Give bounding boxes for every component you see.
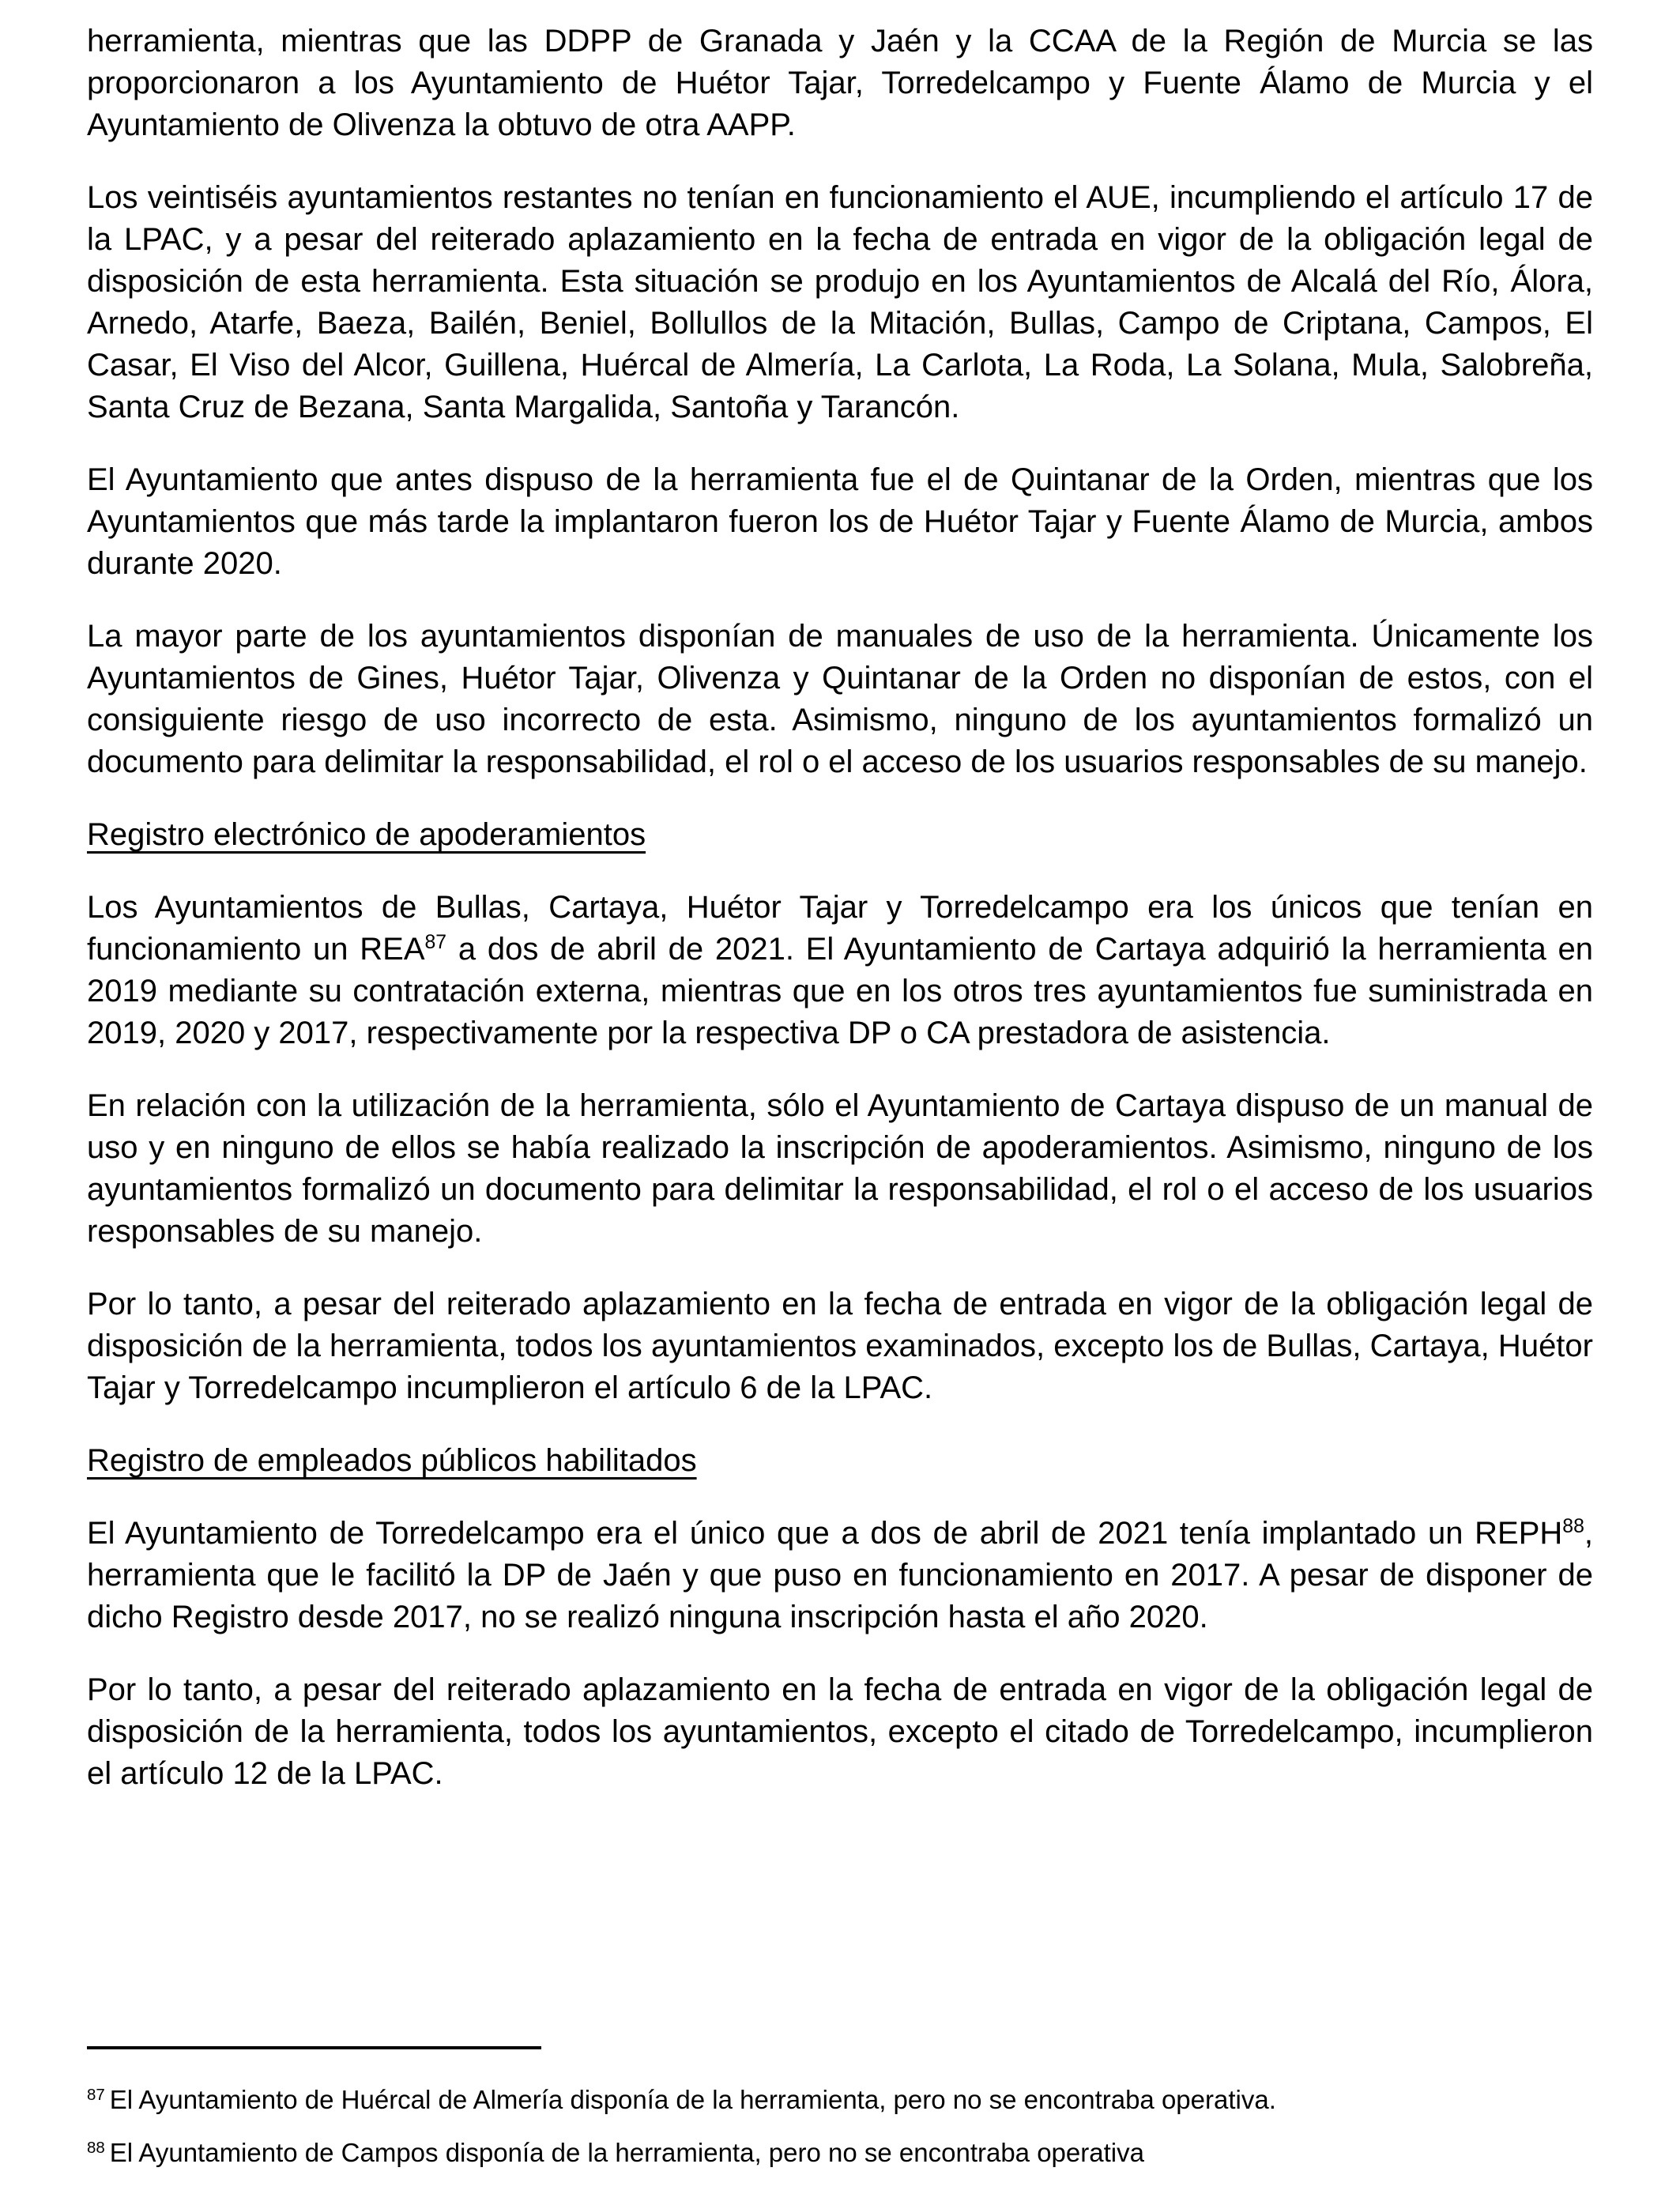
footnotes-section: [87, 2046, 1593, 2190]
footnote-88: [87, 2137, 1593, 2169]
paragraph-text: Los Ayuntamientos de Bullas, Cartaya, Huétor Tajar y Torredelcampo era los únicos que tenían en funcionamiento un REA: [87, 890, 1593, 967]
footnote-87-text: El Ayuntamiento de Huércal de Almería disponía de la herramienta, pero no se encontraba operativa.: [109, 2085, 1276, 2114]
paragraph-incumplimiento-articulo-6: Por lo tanto, a pesar del reiterado aplazamiento en la fecha de entrada en vigor de la obligación legal de disposición de la herramienta, todos los ayuntamientos examinados, excepto los de Bullas, Cartaya, Huétor Tajar y Torredelcampo incumplieron el artículo 6 de la LPAC.: [87, 1287, 1593, 1405]
paragraph-utilizacion-herramienta: En relación con la utilización de la herramienta, sólo el Ayuntamiento de Cartaya dispuso de un manual de uso y en ninguno de ellos se había realizado la inscripción de apoderamientos. Asimismo, ninguno de los ayuntamientos formalizó un documento para delimitar la responsabilidad, el rol o el acceso de los usuarios responsables de su manejo.: [87, 1088, 1593, 1249]
footnote-separator-rule: [87, 2046, 541, 2049]
paragraph-text: , herramienta que le facilitó la DP de Jaén y que puso en funcionamiento en 2017. A pesar de disponer de dicho Registro desde 2017, no se realizó ninguna inscripción hasta el año 2020.: [87, 1516, 1593, 1634]
footnote-88-text: El Ayuntamiento de Campos disponía de la herramienta, pero no se encontraba operativa: [109, 2138, 1144, 2167]
document-body: [87, 21, 1593, 1826]
paragraph-incumplimiento-articulo-12: Por lo tanto, a pesar del reiterado aplazamiento en la fecha de entrada en vigor de la obligación legal de disposición de la herramienta, todos los ayuntamientos, excepto el citado de Torredelcampo, incumplieron el artículo 12 de la LPAC.: [87, 1672, 1593, 1791]
paragraph-text: El Ayuntamiento de Torredelcampo era el único que a dos de abril de 2021 tenía implantado un REPH: [87, 1516, 1563, 1551]
paragraph-rea-funcionamiento: [87, 887, 1593, 1054]
section-heading-registro-apoderamientos: Registro electrónico de apoderamientos: [87, 817, 646, 852]
footnote-ref-87: 87: [424, 932, 447, 954]
paragraph-manuales-uso: La mayor parte de los ayuntamientos disponían de manuales de uso de la herramienta. Únicamente los Ayuntamientos de Gines, Huétor Tajar, Olivenza y Quintanar de la Orden no disponían de estos, con el consiguiente riesgo de uso incorrecto de esta. Asimismo, ninguno de los ayuntamientos formalizó un documento para delimitar la responsabilidad, el rol o el acceso de los usuarios responsables de su manejo.: [87, 619, 1593, 779]
paragraph-veintiseis-ayuntamientos: Los veintiséis ayuntamientos restantes no tenían en funcionamiento el AUE, incumpliendo el artículo 17 de la LPAC, y a pesar del reiterado aplazamiento en la fecha de entrada en vigor de la obligación legal de disposición de esta herramienta. Esta situación se produjo en los Ayuntamientos de Alcalá del Río, Álora, Arnedo, Atarfe, Baeza, Bailén, Beniel, Bollullos de la Mitación, Bullas, Campo de Criptana, Campos, El Casar, El Viso del Alcor, Guillena, Huércal de Almería, La Carlota, La Roda, La Solana, Mula, Salobreña, Santa Cruz de Bezana, Santa Margalida, Santoña y Tarancón.: [87, 180, 1593, 424]
footnote-ref-88: 88: [1562, 1516, 1584, 1538]
paragraph-reph-torredelcampo: [87, 1513, 1593, 1638]
paragraph-herramienta-ddpp: herramienta, mientras que las DDPP de Granada y Jaén y la CCAA de la Región de Murcia se las proporcionaron a los Ayuntamiento de Huétor Tajar, Torredelcampo y Fuente Álamo de Murcia y el Ayuntamiento de Olivenza la obtuvo de otra AAPP.: [87, 24, 1593, 142]
footnote-88-marker: 88: [87, 2138, 105, 2157]
footnote-87: [87, 2084, 1593, 2116]
paragraph-text: a dos de abril de 2021. El Ayuntamiento de Cartaya adquirió la herramienta en 2019 mediante su contratación externa, mientras que en los otros tres ayuntamientos fue suministrada en 2019, 2020 y 2017, respectivamente por la respectiva DP o CA prestadora de asistencia.: [87, 932, 1594, 1050]
section-heading-registro-empleados: Registro de empleados públicos habilitados: [87, 1443, 697, 1478]
paragraph-quintanar-orden: El Ayuntamiento que antes dispuso de la herramienta fue el de Quintanar de la Orden, mientras que los Ayuntamientos que más tarde la implantaron fueron los de Huétor Tajar y Fuente Álamo de Murcia, ambos durante 2020.: [87, 462, 1593, 581]
footnote-87-marker: 87: [87, 2085, 105, 2104]
